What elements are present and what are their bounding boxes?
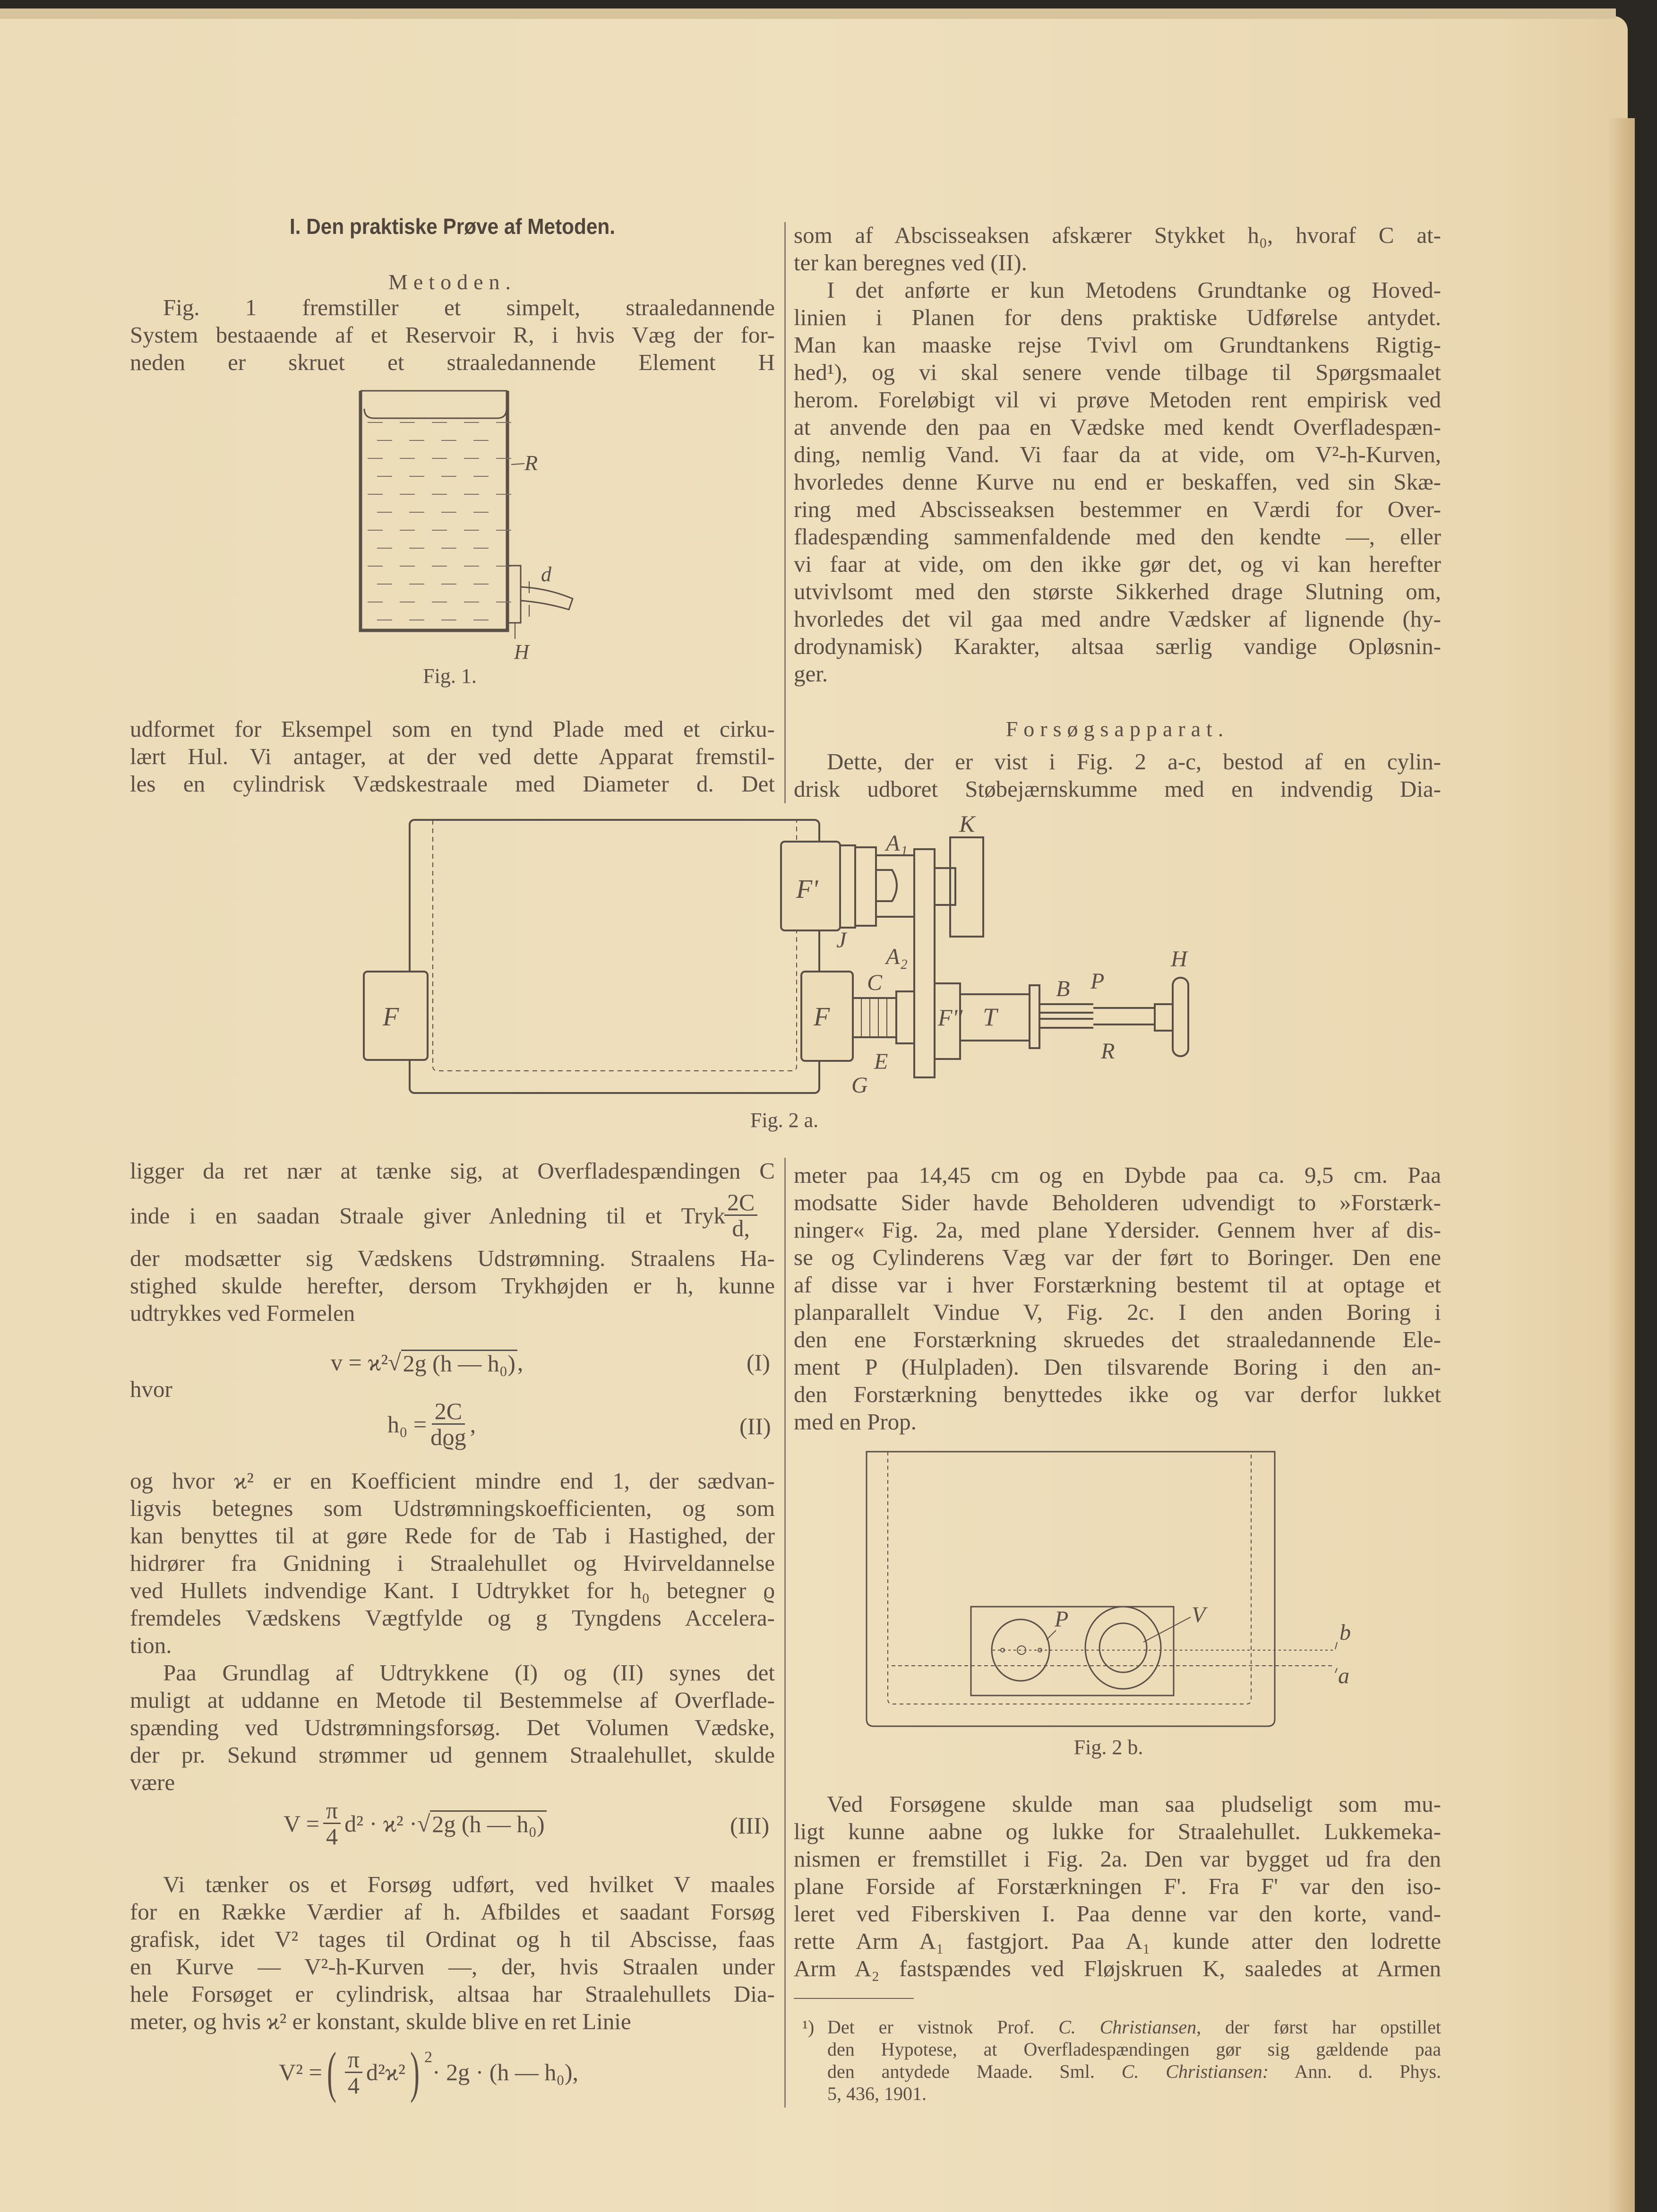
footnote-text: Ann. d. Phys. xyxy=(1269,2061,1441,2082)
footnote-line: 5, 436, 1901. xyxy=(827,2083,927,2104)
text-line: den ene Forstærkning skruedes det straaledannende Ele- xyxy=(794,1326,1441,1352)
text-line: ring med Abscisseaksen bestemmer en Værdi for Over- xyxy=(794,496,1441,522)
paragraph-vessel xyxy=(794,1162,1441,1436)
text-line: planparallelt Vindue V, Fig. 2c. I den anden Boring i xyxy=(794,1299,1441,1325)
rods-b-r xyxy=(1039,1004,1093,1028)
equation-number-ii: (II) xyxy=(739,1413,771,1439)
fiber-disc xyxy=(840,845,855,928)
paragraph-pressure-2 xyxy=(130,1202,725,1230)
text-line: en Kurve — V²-h-Kurven —, der, hvis Straalen under xyxy=(130,1954,775,1980)
handle-h xyxy=(1173,978,1188,1056)
text-line: Arm A₂ fastspændes ved Fløjskruen K, saaledes at Armen xyxy=(794,1955,1441,1981)
text-line: herom. Foreløbigt vil vi prøve Metoden rent empirisk ved xyxy=(794,387,1441,413)
formula-lhs: V = xyxy=(283,1810,319,1837)
footnote-line xyxy=(827,2060,1441,2083)
fraction xyxy=(345,2047,362,2098)
text-line: Man kan maaske rejse Tvivl om Grundtankens Rigtig- xyxy=(794,332,1441,358)
arm-a1-base xyxy=(855,847,876,926)
vessel-outline xyxy=(410,820,819,1093)
water-hatching xyxy=(368,422,511,620)
text-line: hvorledes denne Kurve nu end er beskaffen, ved sin Skæ- xyxy=(794,469,1441,495)
label-r: R xyxy=(1101,1039,1115,1064)
formula-i xyxy=(331,1349,523,1376)
label-e: E xyxy=(874,1049,888,1074)
text-line: utvivlsomt med den største Sikkerhed drage Slutning om, xyxy=(794,578,1441,604)
text-line: vi faar at vide, om den ikke gør det, og vi kan herefter xyxy=(794,551,1441,577)
text-line: se og Cylinderens Væg var der ført to Boringer. Den ene xyxy=(794,1244,1441,1270)
figure-1-reservoir xyxy=(283,369,661,699)
label-t: T xyxy=(983,1003,997,1031)
numerator: π xyxy=(345,2047,362,2073)
label-f-lower: F xyxy=(814,1002,830,1032)
paragraph-intro xyxy=(130,294,775,376)
paragraph-pressure-1 xyxy=(130,1157,775,1185)
text-line: ger. xyxy=(794,661,828,687)
formula-middle: d² · ϰ² · xyxy=(344,1810,417,1837)
text-line: og hvor ϰ² er en Koefficient mindre end 1, der sædvan- xyxy=(130,1468,775,1494)
text-line: Paa Grundlag af Udtrykkene (I) og (II) synes det xyxy=(163,1660,775,1686)
figure-2b-front-view xyxy=(841,1441,1408,1772)
numerator: 2C xyxy=(724,1190,757,1216)
meniscus xyxy=(364,409,507,418)
text-line: at anvende den paa en Vædske med kendt Overfladespæn- xyxy=(794,414,1441,440)
text-line: som af Abscisseaksen afskærer Stykket h₀, hvoraf C at- xyxy=(794,222,1441,248)
label-c: C xyxy=(867,970,883,995)
inline-fraction-pressure xyxy=(721,1190,761,1240)
footnote-line xyxy=(827,2016,1441,2038)
equation-number-i: (I) xyxy=(747,1349,770,1376)
label-v: V xyxy=(1192,1602,1206,1627)
section-heading: I. Den praktiske Prøve af Metoden. xyxy=(289,214,616,239)
subheading-forsogsapparat: Forsøgsapparat. xyxy=(1005,717,1229,741)
text-line: af disse var i hver Forstærkning bestemt til at optage et xyxy=(794,1272,1441,1298)
text-line: ligger da ret nær at tænke sig, at Overfladespændingen C xyxy=(130,1158,775,1184)
text-line: inde i en saadan Straale giver Anledning til et Tryk xyxy=(130,1203,725,1229)
wing-screw-neck xyxy=(935,868,955,905)
text-line: med en Prop. xyxy=(794,1409,917,1435)
column-rule-top xyxy=(784,222,786,803)
label-h: H xyxy=(1171,947,1187,972)
text-line: ved Hullets indvendige Kant. I Udtrykket for h₀ betegner ϱ xyxy=(130,1577,775,1603)
text-line: drodynamisk) Karakter, altsaa særlig vandige Opløsnin- xyxy=(794,633,1441,659)
subheading-metoden: Metoden. xyxy=(388,270,516,294)
label-f-left: F xyxy=(383,1002,399,1032)
footnote-line: den Hypotese, at Overfladespændingen gør sig gældende paa xyxy=(827,2039,1441,2060)
text-line: Fig. 1 fremstiller et simpelt, straaledannende xyxy=(163,294,775,320)
text-line: den Forstærkning benyttedes ikke og var derfor lukket xyxy=(794,1381,1441,1407)
fraction xyxy=(724,1190,757,1240)
hole-plate-c xyxy=(853,998,896,1037)
paragraph-velocity xyxy=(130,1245,775,1327)
text-line: spænding ved Udstrømningsforsøg. Det Volumen Vædske, xyxy=(130,1714,775,1740)
text-line: kan benyttes til at gøre Rede for de Tab i Hastighed, der xyxy=(130,1523,775,1549)
text-line: ninger« Fig. 2a, med plane Ydersider. Gennem hver af dis- xyxy=(794,1217,1441,1243)
text-line: udtrykkes ved Formelen xyxy=(130,1300,355,1326)
text-line: hele Forsøget er cylindrisk, altsaa har Straalehullets Dia- xyxy=(130,1981,775,2007)
window-v-outer xyxy=(1085,1607,1161,1689)
footnote-rule xyxy=(794,1998,914,1999)
radicand: 2g (h — h₀) xyxy=(430,1810,546,1836)
paren-open: ( xyxy=(326,2040,336,2103)
paragraph-apparatus xyxy=(794,748,1441,803)
text-line: nismen er fremstillet i Fig. 2a. Den var bygget ud fra den xyxy=(794,1846,1441,1872)
label-a1: A₁ xyxy=(886,831,908,856)
text-line: System bestaaende af et Reservoir R, i hvis Væg der for- xyxy=(130,322,775,348)
label-r: R xyxy=(524,451,538,475)
figure-2a-caption: Fig. 2 a. xyxy=(750,1109,819,1132)
text-line: lært Hul. Vi antager, at der ved dette Apparat fremstil- xyxy=(130,743,775,769)
paragraph-method-idea xyxy=(794,222,1441,688)
rod xyxy=(1093,1008,1155,1024)
text-line: udformet for Eksempel som en tynd Plade med et cirku- xyxy=(130,716,775,742)
formula-lhs: h₀ = xyxy=(387,1411,427,1437)
text-line: tion. xyxy=(130,1632,172,1658)
label-a: a xyxy=(1338,1663,1349,1688)
footnote-text: , der først har opstillet xyxy=(1196,2016,1442,2038)
text-line: Vi tænker os et Forsøg udført, ved hvilket V maales xyxy=(163,1871,775,1897)
text-line: hvor xyxy=(130,1376,172,1402)
equation-number-iii: (III) xyxy=(730,1812,770,1839)
label-f-prime: F' xyxy=(796,875,818,904)
flange xyxy=(1030,985,1039,1048)
footnote-text: Det er vistnok Prof. xyxy=(827,2016,1059,2038)
text-line: være xyxy=(130,1769,175,1795)
text-line: ligvis betegnes som Udstrømningskoefficienten, og som xyxy=(130,1495,775,1521)
page-top-edge xyxy=(0,9,1616,19)
formula-tail: , xyxy=(470,1411,476,1437)
text-line: Ved Forsøgene skulde man saa pludseligt som mu- xyxy=(827,1791,1441,1817)
formula-lhs: V² = xyxy=(279,2059,322,2085)
numerator: π xyxy=(323,1798,341,1824)
formula-ii xyxy=(387,1399,476,1449)
text-line: muligt at uddanne en Metode til Bestemmelse af Overflade- xyxy=(130,1687,775,1713)
figure-1-caption: Fig. 1. xyxy=(423,664,477,688)
vessel-inner-dashed xyxy=(433,820,797,1071)
text-line: drisk udboret Støbejærnskumme med en indvendig Dia- xyxy=(794,776,1441,802)
text-line: leret ved Fiberskiven I. Paa denne var den korte, vand- xyxy=(794,1901,1441,1927)
label-g: G xyxy=(851,1073,868,1098)
label-b: b xyxy=(1339,1620,1351,1645)
footnote-author: C. Christiansen: xyxy=(1121,2061,1269,2082)
paragraph-shutter xyxy=(794,1790,1441,1982)
liquid-jet xyxy=(521,587,573,610)
fraction xyxy=(430,1399,466,1449)
text-line: les en cylindrisk Vædskestraale med Diameter d. Det xyxy=(130,771,775,797)
fraction xyxy=(323,1798,341,1849)
sqrt-sign: √ xyxy=(417,1810,430,1837)
figure-2a-apparatus xyxy=(359,803,1200,1110)
text-line: for en Række Værdier af h. Afbildes et saadant Forsøg xyxy=(130,1899,775,1925)
arm-a2 xyxy=(914,849,935,1077)
footnote-author: C. Christiansen xyxy=(1058,2016,1197,2038)
text-line: hvorledes det vil gaa med andre Vædsker af lignende (hy- xyxy=(794,606,1441,632)
text-line: ment P (Hulpladen). Den tilsvarende Boring i den an- xyxy=(794,1354,1441,1380)
text-line: ter kan beregnes ved (II). xyxy=(794,250,1027,275)
text-line: linien i Planen for dens praktiske Udførelse antydet. xyxy=(794,304,1441,330)
reservoir-wall xyxy=(361,391,507,630)
text-line: hed¹), og vi skal senere vende tilbage til Spørgsmaalet xyxy=(794,359,1441,385)
text-line: meter, og hvis ϰ² er konstant, skulde blive en ret Linie xyxy=(130,2008,631,2034)
paragraph-coefficient xyxy=(130,1467,775,1796)
screw-head xyxy=(876,870,897,901)
footnote-text: den antydede Maade. Sml. xyxy=(827,2061,1122,2082)
text-line: rette Arm A₁ fastgjort. Paa A₁ kunde atter den lodrette xyxy=(794,1928,1441,1954)
paragraph-experiment xyxy=(130,1871,775,2035)
page-right-edge xyxy=(1606,118,1635,2212)
label-b: B xyxy=(1056,976,1070,1001)
leader-r xyxy=(511,464,524,465)
window-v-inner xyxy=(1099,1623,1147,1672)
label-f-double: F'' xyxy=(938,1004,962,1031)
formula-iii xyxy=(283,1798,547,1849)
text-line: ligt kunne aabne og lukke for Straalehullet. Lukkemeka- xyxy=(794,1818,1441,1844)
denominator: dϱg xyxy=(430,1424,466,1450)
paragraph-element xyxy=(130,715,775,798)
text-line: I det anførte er kun Metodens Grundtanke og Hoved- xyxy=(827,277,1441,303)
paren-close: ) xyxy=(410,2040,420,2103)
label-a2: A₂ xyxy=(886,944,908,969)
plate-step xyxy=(896,991,914,1043)
label-p: P xyxy=(1090,969,1105,994)
formula-tail: , xyxy=(517,1349,524,1376)
label-k: K xyxy=(959,810,975,837)
label-d: d xyxy=(541,563,551,586)
text-line: hidrører fra Gnidning i Straalehullet og Hvirveldannelse xyxy=(130,1550,775,1576)
text-line: ding, nemlig Vand. Vi faar da at vide, om V²-h-Kurven, xyxy=(794,441,1441,467)
numerator: 2C xyxy=(432,1399,465,1425)
exponent: 2 xyxy=(424,2048,432,2066)
label-j: J xyxy=(836,928,847,953)
plate-ribs xyxy=(861,998,887,1037)
denominator: 4 xyxy=(326,1823,338,1850)
formula-tail: · 2g · (h — h₀), xyxy=(432,2059,579,2085)
arm-a1 xyxy=(876,855,914,917)
text-line: grafisk, idet V² tages til Ordinat og h til Abscisse, faas xyxy=(130,1926,775,1952)
text-line: meter paa 14,45 cm og en Dybde paa ca. 9,5 cm. Paa xyxy=(794,1162,1441,1188)
label-h: H xyxy=(514,640,529,663)
label-p: P xyxy=(1055,1607,1069,1632)
text-line: stighed skulde herefter, dersom Trykhøjden er h, kunne xyxy=(130,1273,775,1299)
formula-middle: d²ϰ² xyxy=(366,2059,405,2085)
outer-outline xyxy=(867,1452,1275,1726)
text-line: der pr. Sekund strømmer ud gennem Straalehullet, skulde xyxy=(130,1742,775,1768)
figure-2b-caption: Fig. 2 b. xyxy=(1073,1736,1143,1759)
radicand: 2g (h — h₀) xyxy=(401,1350,517,1376)
formula-lhs: v = ϰ² xyxy=(331,1349,388,1376)
text-line: fremdeles Vædskens Vægtfylde og g Tyngdens Accelera- xyxy=(130,1605,775,1631)
footnote-marker: ¹) xyxy=(802,2016,815,2038)
text-line: plane Forside af Forstærkningen F'. Fra F' var den iso- xyxy=(794,1873,1441,1899)
denominator: 4 xyxy=(347,2072,360,2099)
text-line: fladespænding sammenfaldende med den kendte —, eller xyxy=(794,524,1441,550)
column-rule-bottom xyxy=(784,1158,786,2108)
text-line: modsatte Sider havde Beholderen udvendigt to »Forstærk- xyxy=(794,1189,1441,1215)
handle-neck xyxy=(1155,1004,1173,1031)
denominator: d, xyxy=(732,1215,750,1241)
text-line: der modsætter sig Vædskens Udstrømning. Straalens Ha- xyxy=(130,1245,775,1271)
formula-v-squared xyxy=(279,2040,579,2103)
sqrt-sign: √ xyxy=(388,1349,401,1376)
text-line: Dette, der er vist i Fig. 2 a-c, bestod af en cylin- xyxy=(827,749,1441,775)
text-line: neden er skruet et straaledannende Element H xyxy=(130,349,775,375)
